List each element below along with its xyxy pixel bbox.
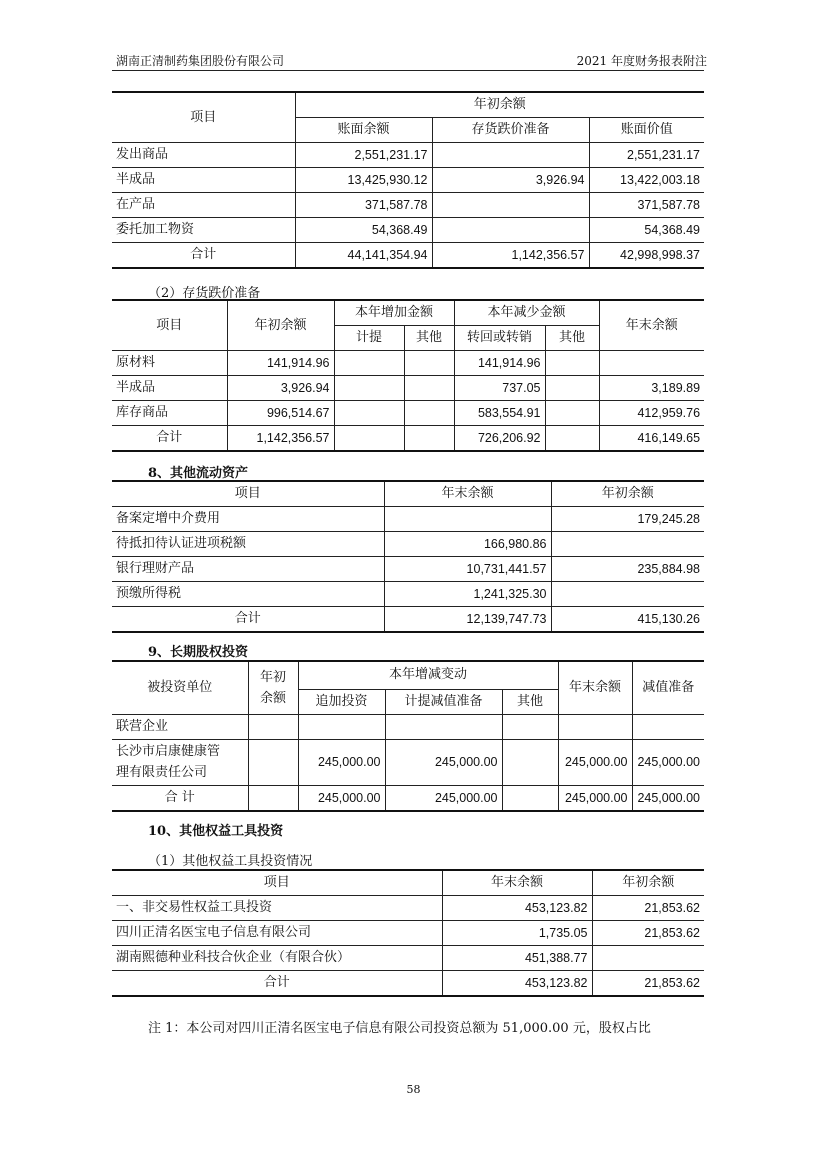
th-book-value: 账面价值 [589,118,704,143]
other-current-assets-table [112,480,704,633]
th-provision: 计提 [334,326,404,351]
th-year-end: 年末余额 [384,481,551,507]
cell: 半成品 [112,376,227,401]
header-divider [112,70,704,71]
th-year-begin: 年初余额 [551,481,704,507]
cell: 备案定增中介费用 [112,507,384,532]
cell: 371,587.78 [589,193,704,218]
section-title-other-equity: 10、其他权益工具投资 [148,824,284,839]
th-item: 项目 [112,92,295,143]
cell: 3,926.94 [227,376,334,401]
th-investee: 被投资单位 [112,661,248,714]
cell: 21,853.62 [592,896,704,921]
th-year-end: 年末余额 [599,300,704,351]
total-row [112,426,704,452]
cell [551,582,704,607]
total-row [112,971,704,997]
cell: 合 计 [112,785,248,811]
cell [334,401,404,426]
cell: 245,000.00 [385,785,502,811]
cell [545,351,599,376]
cell [112,739,248,785]
th-impairment: 存货跌价准备 [432,118,589,143]
section-title-other-current-assets: 8、其他流动资产 [148,466,249,481]
cell [558,714,632,739]
th-year-end: 年末余额 [558,661,632,714]
th-year-begin-line1: 年初 [259,669,286,685]
table-row [112,739,704,785]
th-year-begin: 年初余额 [227,300,334,351]
cell: 预缴所得税 [112,582,384,607]
cell: 1,735.05 [442,921,592,946]
cell [248,714,298,739]
cell: 141,914.96 [454,351,545,376]
cell: 待抵扣待认证进项税额 [112,532,384,557]
cell [248,739,298,785]
cell [502,739,558,785]
cell: 21,853.62 [592,971,704,997]
table-row [112,376,704,401]
cell: 737.05 [454,376,545,401]
cell: 3,189.89 [599,376,704,401]
cell: 451,388.77 [442,946,592,971]
cell [334,426,404,452]
th-year-begin: 年初余额 [295,92,704,118]
cell: 726,206.92 [454,426,545,452]
th-item: 项目 [112,870,442,896]
total-row [112,243,704,269]
cell [404,376,454,401]
cell [432,143,589,168]
th-other: 其他 [545,326,599,351]
cell: 半成品 [112,168,295,193]
th-other: 其他 [404,326,454,351]
cell: 库存商品 [112,401,227,426]
table-row [112,582,704,607]
cell: 2,551,231.17 [295,143,432,168]
cell [384,507,551,532]
cell: 在产品 [112,193,295,218]
th-year-begin-line2: 余额 [259,690,286,706]
th-change: 本年增减变动 [298,661,558,689]
cell: 179,245.28 [551,507,704,532]
impairment-table [112,299,704,452]
cell: 10,731,441.57 [384,557,551,582]
cell: 245,000.00 [558,739,632,785]
cell: 3,926.94 [432,168,589,193]
page-number: 58 [406,1083,421,1096]
cell: 合计 [112,426,227,452]
cell: 235,884.98 [551,557,704,582]
cell: 13,425,930.12 [295,168,432,193]
cell [248,785,298,811]
cell [432,218,589,243]
th-book-balance: 账面余额 [295,118,432,143]
long-term-equity-table [112,660,704,812]
cell: 245,000.00 [558,785,632,811]
cell: 453,123.82 [442,896,592,921]
cell: 583,554.91 [454,401,545,426]
cell [432,193,589,218]
cell: 245,000.00 [298,785,385,811]
other-equity-table [112,869,704,997]
cell [502,785,558,811]
table-row [112,896,704,921]
cell: 合计 [112,971,442,997]
th-item: 项目 [112,300,227,351]
cell [334,351,404,376]
cell [298,714,385,739]
cell: 21,853.62 [592,921,704,946]
table-row [112,351,704,376]
footnote: 注 1：本公司对四川正清名医宝电子信息有限公司投资总额为 51,000.00 元，股权占比 [148,1021,651,1036]
cell [545,401,599,426]
table-row [112,168,704,193]
cell: 合计 [112,243,295,269]
cell [404,401,454,426]
header-report-title: 2021 年度财务报表附注 [576,54,707,68]
cell: 371,587.78 [295,193,432,218]
cell: 12,139,747.73 [384,607,551,633]
cell [632,714,704,739]
investee-name-line1: 长沙市启康健康管 [116,744,221,759]
cell: 1,142,356.57 [227,426,334,452]
cell: 委托加工物资 [112,218,295,243]
th-year-begin [248,661,298,714]
cell: 996,514.67 [227,401,334,426]
cell: 一、非交易性权益工具投资 [112,896,442,921]
cell: 湖南熙德种业科技合伙企业（有限合伙） [112,946,442,971]
cell: 245,000.00 [632,785,704,811]
total-row [112,785,704,811]
cell: 245,000.00 [632,739,704,785]
cell: 13,422,003.18 [589,168,704,193]
th-impairment-provision: 计提减值准备 [385,689,502,714]
header-company: 湖南正清制药集团股份有限公司 [116,54,285,68]
table-row [112,143,704,168]
cell: 54,368.49 [589,218,704,243]
table-row [112,193,704,218]
inventory-table [112,91,704,269]
total-row [112,607,704,633]
cell [502,714,558,739]
th-impairment: 减值准备 [632,661,704,714]
th-year-end: 年末余额 [442,870,592,896]
cell: 416,149.65 [599,426,704,452]
table-row [112,218,704,243]
cell: 245,000.00 [298,739,385,785]
table-row [112,401,704,426]
th-decrease: 本年减少金额 [454,300,599,326]
cell: 2,551,231.17 [589,143,704,168]
th-item: 项目 [112,481,384,507]
cell: 合计 [112,607,384,633]
cell [404,351,454,376]
table-row [112,532,704,557]
cell [404,426,454,452]
cell: 245,000.00 [385,739,502,785]
th-add-investment: 追加投资 [298,689,385,714]
section-subtitle-other-equity: （1）其他权益工具投资情况 [148,854,313,869]
cell: 415,130.26 [551,607,704,633]
cell: 银行理财产品 [112,557,384,582]
cell: 54,368.49 [295,218,432,243]
table-row [112,714,704,739]
th-increase: 本年增加金额 [334,300,454,326]
th-reversal: 转回或转销 [454,326,545,351]
th-year-begin: 年初余额 [592,870,704,896]
table-row [112,557,704,582]
cell [551,532,704,557]
cell: 发出商品 [112,143,295,168]
cell [545,426,599,452]
cell [599,351,704,376]
cell: 42,998,998.37 [589,243,704,269]
table-row [112,921,704,946]
cell: 412,959.76 [599,401,704,426]
cell: 原材料 [112,351,227,376]
cell: 1,241,325.30 [384,582,551,607]
cell: 166,980.86 [384,532,551,557]
cell: 453,123.82 [442,971,592,997]
cell [592,946,704,971]
cell: 44,141,354.94 [295,243,432,269]
investee-name-line2: 理有限责任公司 [116,765,208,780]
th-other: 其他 [502,689,558,714]
cell: 四川正清名医宝电子信息有限公司 [112,921,442,946]
cell [334,376,404,401]
section-title-impairment: （2）存货跌价准备 [148,286,261,301]
cell: 联营企业 [112,714,248,739]
section-title-long-term-equity: 9、长期股权投资 [148,645,249,660]
cell [385,714,502,739]
cell: 1,142,356.57 [432,243,589,269]
table-row [112,946,704,971]
table-row [112,507,704,532]
cell [545,376,599,401]
cell: 141,914.96 [227,351,334,376]
